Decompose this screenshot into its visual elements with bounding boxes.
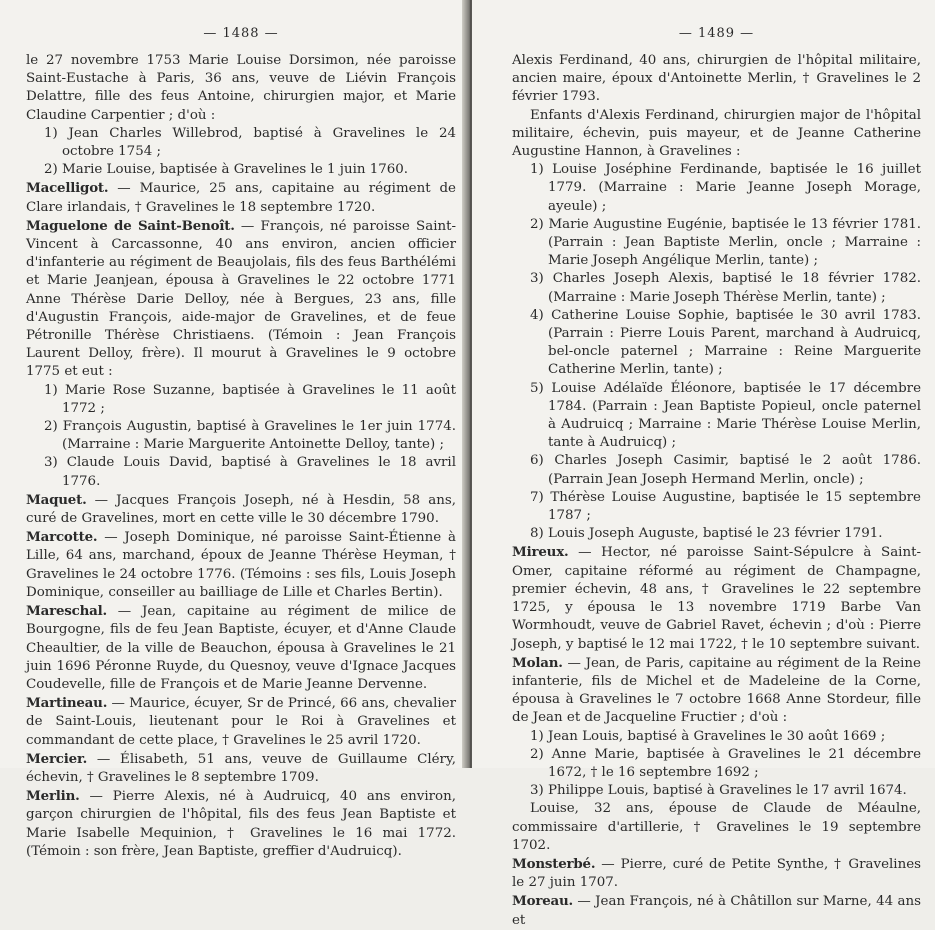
list-item: 3) Philippe Louis, baptisé à Gravelines le 17 avril 1674.	[530, 783, 907, 799]
left-entries	[26, 52, 456, 861]
list-item: 2) Marie Augustine Eugénie, baptisée le 13 février 1781. (Parrain : Jean Baptiste Merlin, oncle ; Marraine : Marie Joseph Angélique Merlin, tante) ;	[530, 216, 921, 269]
entry-head: Monsterbé.	[512, 855, 596, 872]
entry-head: Maguelone de Saint-Benoît.	[26, 217, 235, 234]
entry-moreau: Moreau. — Jean François, né à Châtillon sur Marne, 44 ans et	[512, 893, 921, 928]
list-item: 3) Charles Joseph Alexis, baptisé le 18 février 1782. (Marraine : Marie Joseph Thérèse Merlin, tante) ;	[530, 271, 921, 305]
entry-head: Mercier.	[26, 750, 88, 767]
entry-merlin: Merlin. — Pierre Alexis, né à Audruicq, 40 ans environ, garçon chirurgien de l'hôpital, fils des feus Jean Baptiste et Marie Isabelle Mequinion, † Gravelines le 16 mai 1772. (Témoin : son frère, Jean Baptiste, greffier d'Audruicq).	[26, 788, 456, 859]
entry-head: Mireux.	[512, 544, 569, 561]
list-item: 1) Louise Joséphine Ferdinande, baptisée le 16 juillet 1779. (Marraine : Marie Jeanne Joseph Morage, ayeule) ;	[530, 162, 921, 214]
list-item: 7) Thérèse Louise Augustine, baptisée le 15 septembre 1787 ;	[530, 489, 921, 524]
page-number-left: — 1488 —	[203, 26, 279, 41]
list-item: 5) Louise Adélaïde Éléonore, baptisée le 17 décembre 1784. (Parrain : Jean Baptiste Popieul, oncle paternel à Audruicq ; Marraine : Marie Thérèse Louise Merlin, tante à Audruicq) ;	[530, 380, 921, 451]
list-item: 4) Catherine Louise Sophie, baptisée le 30 avril 1783. (Parrain : Pierre Louis Parent, marchand à Audruicq, bel-oncle paternel ; Marraine : Reine Marguerite Catherine Merlin, tante) ;	[530, 307, 921, 378]
page-number-right: — 1489 —	[678, 26, 755, 41]
entry-head: Marcotte.	[26, 529, 98, 546]
right-entries	[512, 52, 921, 930]
paragraph: le 27 novembre 1753 Marie Louise Dorsimon, née paroisse Saint-Eustache à Paris, 36 ans, veuve de Liévin François Delattre, fille des feus Antoine, chirurgien major, et Marie Claudine Carpentier ; d'où :	[26, 53, 456, 123]
entry-maguelone: Maguelone de Saint-Benoît. — François, né paroisse Saint-Vincent à Carcassonne, 40 ans environ, ancien officier d'infanterie au régiment de Beaujolais, fils des feus Barthélémi et Marie Jeanjean, épousa à Gravelines le 22 octobre 1771 Anne Thérèse Darie Delloy, née à Bergues, 23 ans, fille d'Augustin François, aide-major de Gravelines, et de feue Pétronille Thérèse Christiaens. (Témoin : Jean François Laurent Delloy, frère). Il mourut à Gravelines le 9 octobre 1775 et eut :	[26, 217, 457, 380]
left-page	[0, 0, 468, 859]
paragraph: Enfants d'Alexis Ferdinand, chirurgien major de l'hôpital militaire, échevin, puis mayeur, et de Jeanne Catherine Augustine Hannon, à Gravelines :	[512, 107, 921, 160]
entry-mireux: Mireux. — Hector, né paroisse Saint-Sépulcre à Saint-Omer, capitaine réformé au régiment de Champagne, premier échevin, 48 ans, † Gravelines le 22 septembre 1725, y épousa le 13 novembre 1719 Barbe Van Wormhoudt, veuve de Gabriel Ravet, échevin ; d'où : Pierre Joseph, y baptisé le 12 mai 1722, † le 10 septembre suivant.	[512, 544, 921, 652]
list-item: 2) Anne Marie, baptisée à Gravelines le 21 décembre 1672, † le 16 septembre 1692 ;	[530, 746, 921, 780]
list-item: 1) Jean Charles Willebrod, baptisé à Gravelines le 24 octobre 1754 ;	[44, 125, 456, 160]
entry-head: Mareschal.	[26, 603, 107, 620]
entry-head: Macelligot.	[26, 180, 109, 197]
entry-mercier: Mercier. — Élisabeth, 51 ans, veuve de Guillaume Cléry, échevin, † Gravelines le 8 septembre 1709.	[26, 750, 456, 785]
entry-monsterbe: Monsterbé. — Pierre, curé de Petite Synthe, † Gravelines le 27 juin 1707.	[512, 855, 921, 891]
list-item: 8) Louis Joseph Auguste, baptisé le 23 février 1791.	[530, 526, 883, 542]
entry-molan: Molan. — Jean, de Paris, capitaine au régiment de la Reine infanterie, fils de Michel et de Madeleine de la Corne, épousa à Gravelines le 7 octobre 1668 Anne Stordeur, fille de Jean et de Jacqueline Fructier ; d'où :	[512, 654, 921, 726]
entry-marcotte: Marcotte. — Joseph Dominique, né paroisse Saint-Étienne à Lille, 64 ans, marchand, époux de Jeanne Thérèse Heyman, † Gravelines le 24 octobre 1776. (Témoins : ses fils, Louis Joseph Dominique, conseiller au bailliage de Lille et Charles Bertin).	[26, 529, 456, 600]
entry-head: Merlin.	[26, 788, 80, 805]
entry-macelligot: Macelligot. — Maurice, 25 ans, capitaine au régiment de Clare irlandais, † Gravelines le 18 septembre 1720.	[26, 180, 456, 215]
list-item: 2) Marie Louise, baptisée à Gravelines le 1 juin 1760.	[44, 162, 409, 178]
list-item: 6) Charles Joseph Casimir, baptisé le 2 août 1786. (Parrain Jean Joseph Hermand Merlin, oncle) ;	[530, 453, 921, 487]
right-page	[472, 0, 935, 928]
list-item: 1) Jean Louis, baptisé à Gravelines le 30 août 1669 ;	[530, 728, 886, 744]
paragraph: Louise, 32 ans, épouse de Claude de Méaulne, commissaire d'artillerie, † Gravelines le 19 septembre 1702.	[512, 801, 921, 853]
entry-head: Moreau.	[512, 893, 574, 910]
entry-martineau: Martineau. — Maurice, écuyer, Sr de Princé, 66 ans, chevalier de Saint-Louis, lieutenant pour le Roi à Gravelines et commandant de cette place, † Gravelines le 25 avril 1720.	[26, 695, 456, 748]
list-item: 3) Claude Louis David, baptisé à Gravelines le 18 avril 1776.	[44, 455, 456, 489]
entry-maquet: Maquet. — Jacques François Joseph, né à Hesdin, 58 ans, curé de Gravelines, mort en cette ville le 30 décembre 1790.	[26, 491, 456, 527]
entry-head: Martineau.	[26, 695, 108, 712]
entry-head: Molan.	[512, 654, 563, 671]
entry-head: Maquet.	[26, 491, 87, 508]
entry-mareschal: Mareschal. — Jean, capitaine au régiment de milice de Bourgogne, fils de feu Jean Baptiste, écuyer, et d'Anne Claude Cheaultier, de la ville de Beauchon, épousa à Gravelines le 21 juin 1696 Péronne Ruyde, du Quesnoy, veuve d'Ignace Jacques Coudevelle, fille de François et de Marie Jeanne Dervenne.	[26, 603, 456, 692]
list-item: 2) François Augustin, baptisé à Gravelines le 1er juin 1774. (Marraine : Marie Marguerite Antoinette Delloy, tante) ;	[44, 419, 456, 453]
list-item: 1) Marie Rose Suzanne, baptisée à Gravelines le 11 août 1772 ;	[44, 382, 456, 416]
paragraph: Alexis Ferdinand, 40 ans, chirurgien de l'hôpital militaire, ancien maire, époux d'Antoinette Merlin, † Gravelines le 2 février 1793.	[512, 53, 921, 105]
